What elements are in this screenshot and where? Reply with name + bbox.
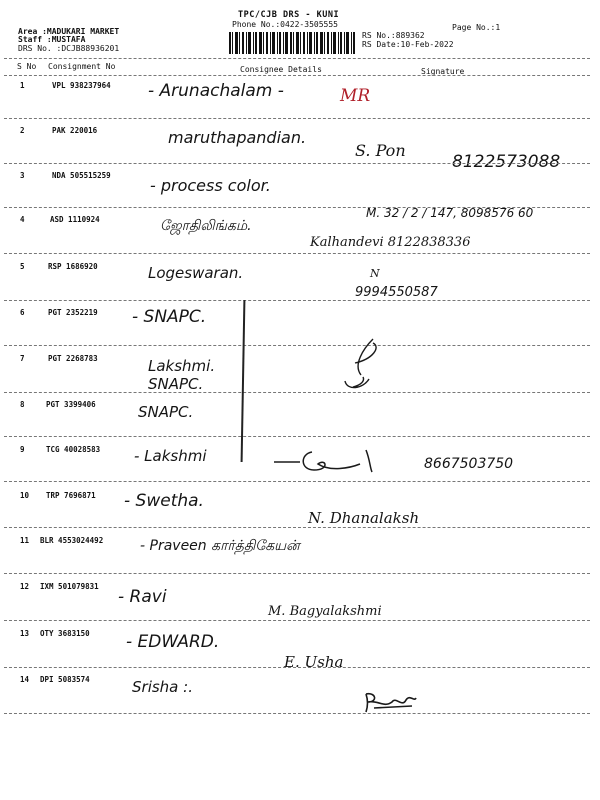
row-signature: M. Bagyalakshmi <box>268 604 382 619</box>
row-consignee: - Swetha. <box>124 491 204 511</box>
signature-scribble <box>333 335 388 395</box>
staff-label: Staff :MUSTAFA <box>18 35 86 44</box>
row-sno: 4 <box>20 215 25 224</box>
signature-scribble <box>362 688 418 714</box>
row-consignee: - process color. <box>150 176 271 195</box>
row-rule <box>4 713 590 714</box>
row-sno: 2 <box>20 126 25 135</box>
col-consignment: Consignment No <box>48 62 116 71</box>
signature-scribble <box>270 442 390 478</box>
row-sno: 6 <box>20 308 25 317</box>
row-consignment-no: TCG 40028583 <box>46 445 101 454</box>
rs-date: RS Date:10-Feb-2022 <box>362 40 454 49</box>
row-consignee: - Praveen கார்த்திகேயன் <box>140 538 300 554</box>
row-consignment-no: TRP 7696871 <box>46 491 96 500</box>
header-rule-top <box>4 58 590 59</box>
row-consignment-no: PGT 2268783 <box>48 354 98 363</box>
row-rule <box>4 253 590 254</box>
phone-number: Phone No.:0422-3505555 <box>232 20 338 29</box>
row-consignment-no: PGT 2352219 <box>48 308 98 317</box>
drs-number: DRS No. :DCJB88936201 <box>18 44 120 53</box>
col-signature: Signature <box>421 67 465 76</box>
row-signature: S. Pon <box>355 141 406 160</box>
row-consignment-no: DPI 5083574 <box>40 675 90 684</box>
row-consignment-no: IXM 501079831 <box>40 582 99 591</box>
row-consignment-no: RSP 1686920 <box>48 262 98 271</box>
barcode-image <box>229 32 355 54</box>
row-consignee: Srisha :. <box>132 678 193 696</box>
row-sno: 9 <box>20 445 25 454</box>
row-sno: 12 <box>20 582 30 591</box>
page-number: Page No.:1 <box>452 23 501 32</box>
row-consignee: - Arunachalam - <box>148 81 284 101</box>
row-consignee: - Lakshmi <box>134 447 207 465</box>
row-rule <box>4 573 590 574</box>
row-consignee: - EDWARD. <box>126 632 220 652</box>
row-sno: 7 <box>20 354 25 363</box>
row-sno: 5 <box>20 262 25 271</box>
rs-number: RS No.:889362 <box>362 31 425 40</box>
row-consignment-no: OTY 3683150 <box>40 629 90 638</box>
row-rule <box>4 345 590 346</box>
row-consignment-no: ASD 1110924 <box>50 215 100 224</box>
row-sno: 3 <box>20 171 25 180</box>
row-consignee: ஜோதிலிங்கம். <box>160 218 252 234</box>
row-signature: 9994550587 <box>355 285 438 300</box>
row-address-note: M. 32 / 2 / 147, 8098576 60 <box>366 206 534 220</box>
sheet-title: TPC/CJB DRS - KUNI <box>238 10 340 20</box>
row-rule <box>4 436 590 437</box>
row-rule <box>4 300 590 301</box>
row-consignee: - SNAPC. <box>132 307 207 327</box>
row-consignee: SNAPC. <box>138 403 194 421</box>
row-consignee: Logeswaran. <box>148 264 244 282</box>
row-sno: 1 <box>20 81 25 90</box>
row-signature-mark: N <box>370 267 380 280</box>
col-sno: S No <box>17 62 37 71</box>
row-signature: 8667503750 <box>424 456 514 472</box>
area-label: Area :MADUKARI MARKET <box>18 27 120 36</box>
row-signature: MR <box>340 86 371 106</box>
row-rule <box>4 527 590 528</box>
row-consignee: - Ravi <box>118 587 167 607</box>
row-rule <box>4 620 590 621</box>
row-sno: 13 <box>20 629 30 638</box>
row-sno: 11 <box>20 536 30 545</box>
col-consignee: Consignee Details <box>240 65 322 74</box>
row-consignee: Lakshmi. SNAPC. <box>148 357 216 393</box>
row-rule <box>4 118 590 119</box>
row-rule <box>4 481 590 482</box>
row-rule <box>4 667 590 668</box>
row-rule <box>4 163 590 164</box>
row-signature: N. Dhanalaksh <box>308 509 420 527</box>
row-rule <box>4 392 590 393</box>
row-consignment-no: BLR 4553024492 <box>40 536 104 545</box>
row-consignment-no: PGT 3399406 <box>46 400 96 409</box>
row-phone: 8122573088 <box>452 152 561 172</box>
row-consignment-no: VPL 938237964 <box>52 81 111 90</box>
row-consignment-no: NDA 505515259 <box>52 171 111 180</box>
row-consignee: maruthapandian. <box>168 128 307 147</box>
header-rule-bottom <box>4 75 590 76</box>
row-consignment-no: PAK 220016 <box>52 126 98 135</box>
row-sno: 14 <box>20 675 30 684</box>
row-sno: 10 <box>20 491 30 500</box>
row-signature: Kalhandevi 8122838336 <box>310 235 471 250</box>
row-sno: 8 <box>20 400 25 409</box>
row-signature: E. Usha <box>284 653 344 671</box>
